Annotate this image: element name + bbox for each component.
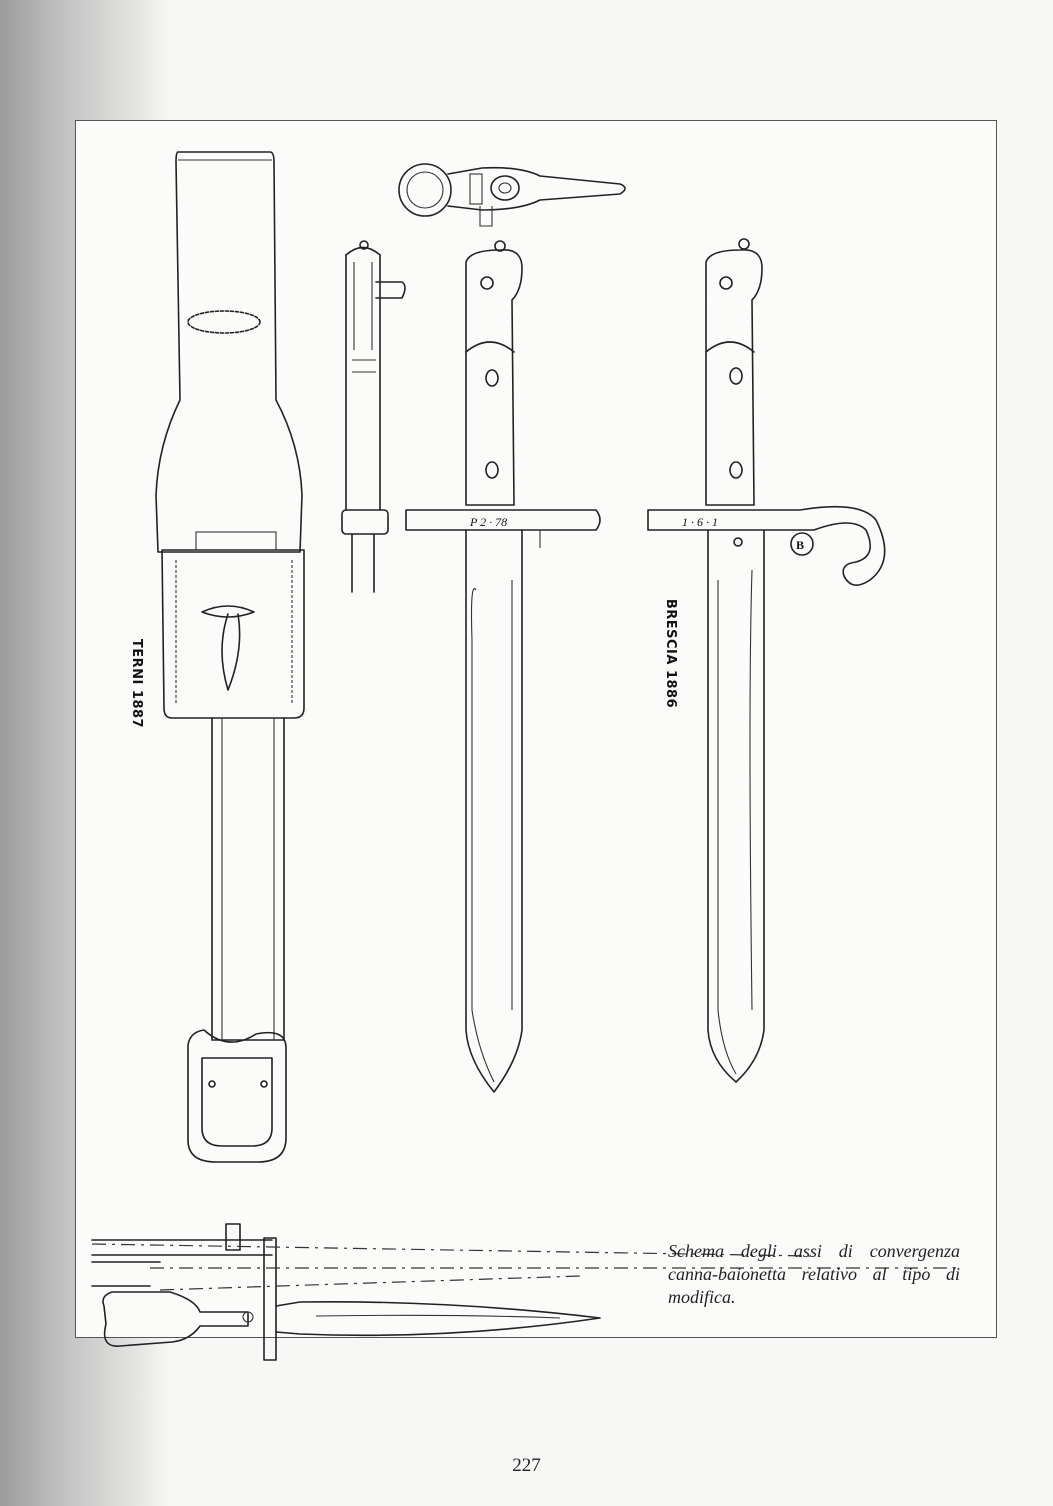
crossguard-top-view-drawing xyxy=(399,164,625,226)
page-number: 227 xyxy=(512,1455,541,1476)
brescia-blade-mark: 1 · 6 · 1 xyxy=(682,515,718,529)
terni-blade-mark: P 2 · 78 xyxy=(470,515,508,529)
figure-caption: Schema degli assi di convergenza canna-baionetta relativo al tipo di modifica. xyxy=(668,1241,960,1307)
scabbard-with-frog-drawing xyxy=(156,152,304,1162)
brescia-bayonet-drawing xyxy=(648,239,885,1082)
brescia-1886-label: BRESCIA 1886 xyxy=(663,598,679,709)
terni-bayonet-drawing xyxy=(406,241,600,1092)
terni-1887-label: TERNI 1887 xyxy=(129,638,145,729)
brescia-stamp: B xyxy=(796,538,805,552)
bayonet-side-view-drawing xyxy=(342,241,405,592)
